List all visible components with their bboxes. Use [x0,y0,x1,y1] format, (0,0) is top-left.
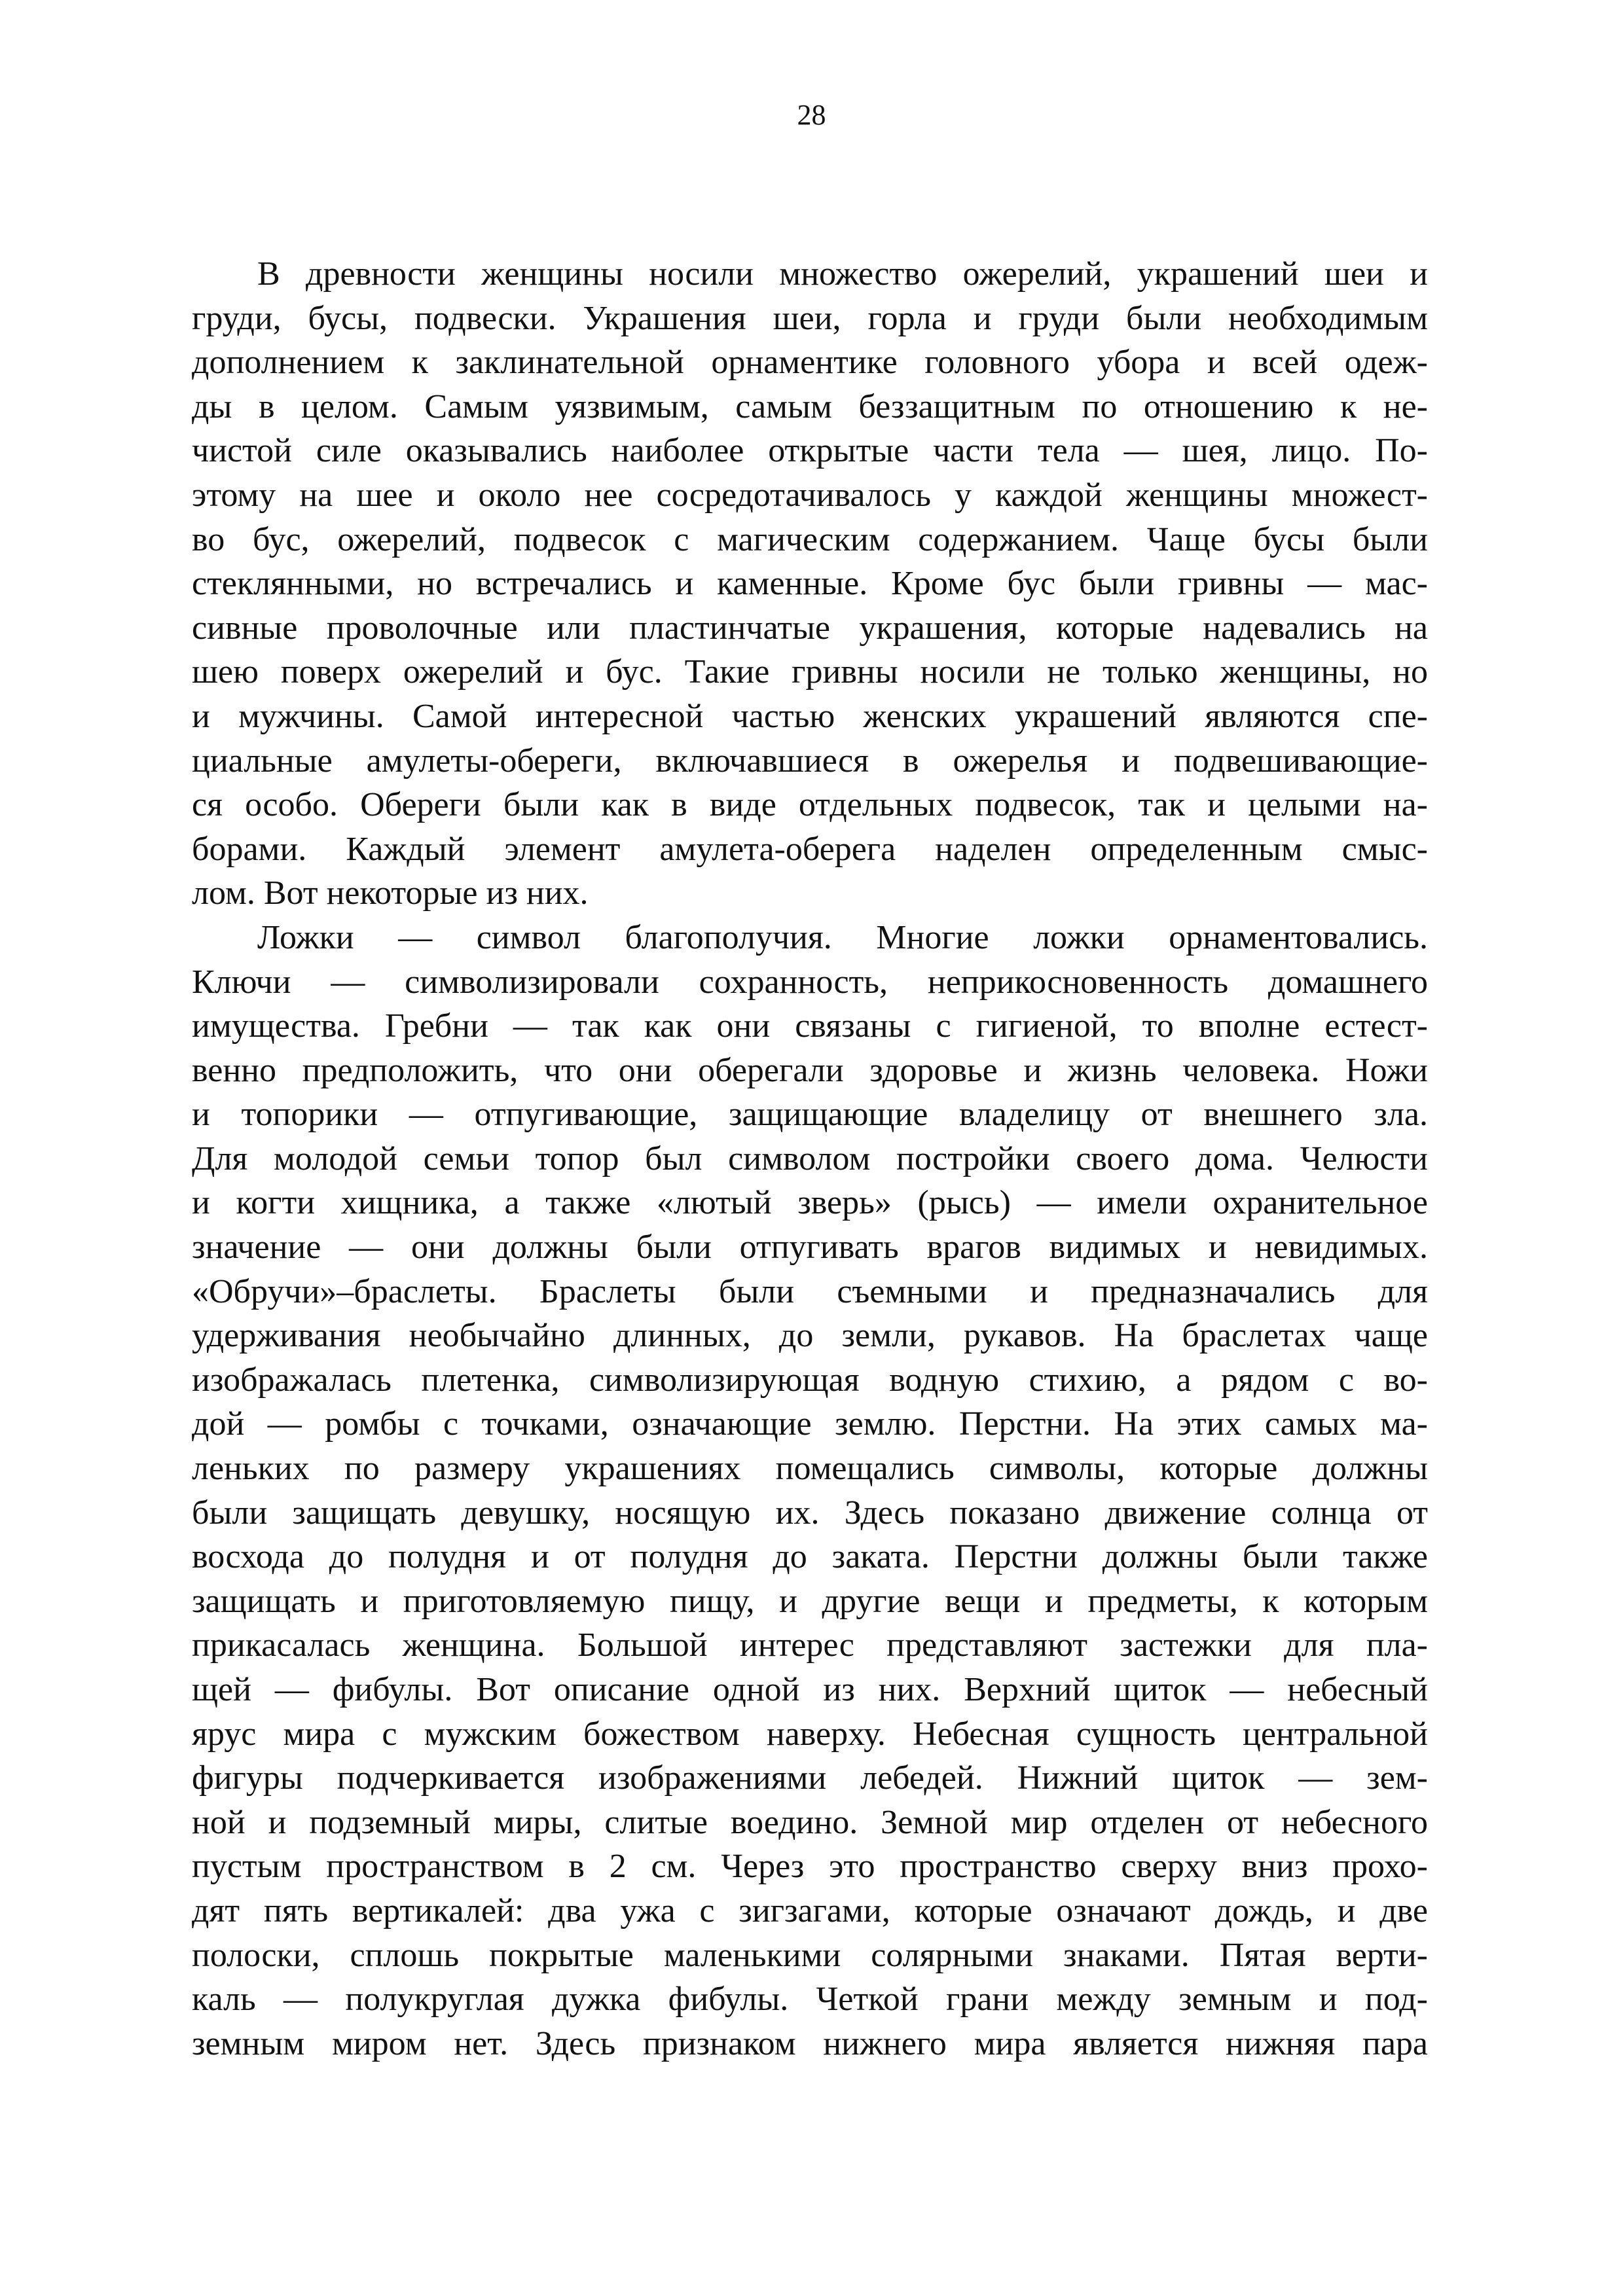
text-line: значение — они должны были отпугивать врагов видимых и невидимых. [192,1229,1428,1266]
text-line: стеклянными, но встречались и каменные. Кроме бус были гривны — мас- [192,565,1428,603]
text-line: груди, бусы, подвески. Украшения шеи, горла и груди были необходимым [192,299,1428,337]
page-number: 28 [797,99,826,131]
text-line: шею поверх ожерелий и бус. Такие гривны носили не только женщины, но [192,653,1428,691]
text-line: венно предположить, что они оберегали здоровье и жизнь человека. Ножи [192,1051,1428,1089]
text-line: пустым пространством в 2 см. Через это пространство сверху вниз прохо- [192,1848,1428,1886]
text-line: «Обручи»–браслеты. Браслеты были съемными и предназначались для [192,1272,1428,1310]
text-line: лом. Вот некоторые из них. [192,874,589,912]
text-line: были защищать девушку, носящую их. Здесь показано движение солнца от [192,1494,1428,1532]
text-line: удерживания необычайно длинных, до земли, рукавов. На браслетах чаще [192,1317,1428,1355]
body-text [192,252,1428,2066]
text-line: имущества. Гребни — так как они связаны с гигиеной, то вполне естест- [192,1007,1428,1045]
text-line: изображалась плетенка, символизирующая водную стихию, а рядом с во- [192,1361,1428,1399]
text-line: земным миром нет. Здесь признаком нижнего мира является нижняя пара [192,2024,1428,2062]
text-line: во бус, ожерелий, подвесок с магическим содержанием. Чаще бусы были [192,520,1428,558]
text-line: борами. Каждый элемент амулета-оберега наделен определенным смыс- [192,830,1428,868]
text-line: ярус мира с мужским божеством наверху. Небесная сущность центральной [192,1715,1428,1753]
text-line: ной и подземный миры, слитые воедино. Земной мир отделен от небесного [192,1803,1428,1841]
text-line: Ключи — символизировали сохранность, неприкосновенность домашнего [192,963,1428,1001]
text-line: и мужчины. Самой интересной частью женских украшений являются спе- [192,697,1428,735]
text-line: восхода до полудня и от полудня до заката. Перстни должны были также [192,1538,1428,1576]
text-line: и топорики — отпугивающие, защищающие владелицу от внешнего зла. [192,1096,1428,1134]
text-line: дополнением к заклинательной орнаментике головного убора и всей одеж- [192,344,1428,382]
text-line: сивные проволочные или пластинчатые украшения, которые надевались на [192,609,1428,647]
paragraph [192,916,1428,2066]
text-line: ся особо. Обереги были как в виде отдельных подвесок, так и целыми на- [192,786,1428,824]
text-line: Для молодой семьи топор был символом постройки своего дома. Челюсти [192,1139,1428,1177]
text-line: щей — фибулы. Вот описание одной из них. Верхний щиток — небесный [192,1671,1428,1708]
text-line: защищать и приготовляемую пищу, и другие вещи и предметы, к которым [192,1582,1428,1620]
text-line: прикасалась женщина. Большой интерес представляют застежки для пла- [192,1626,1428,1664]
text-line: леньких по размеру украшениях помещались символы, которые должны [192,1450,1428,1488]
text-line: В древности женщины носили множество ожерелий, украшений шеи и [257,255,1428,293]
text-line: полоски, сплошь покрытые маленькими солярными знаками. Пятая верти- [192,1936,1428,1974]
text-line: дят пять вертикалей: два ужа с зигзагами, которые означают дождь, и две [192,1892,1428,1929]
text-line: фигуры подчеркивается изображениями лебедей. Нижний щиток — зем- [192,1759,1428,1797]
text-line: ды в целом. Самым уязвимым, самым беззащитным по отношению к не- [192,387,1428,425]
paragraph [192,252,1428,916]
text-line: чистой силе оказывались наиболее открытые части тела — шея, лицо. По- [192,432,1428,470]
text-line: дой — ромбы с точками, означающие землю. Перстни. На этих самых ма- [192,1405,1428,1443]
text-line: циальные амулеты-обереги, включавшиеся в ожерелья и подвешивающие- [192,742,1428,780]
text-line: Ложки — символ благополучия. Многие ложки орнаментовались. [257,918,1428,956]
text-line: и когти хищника, а также «лютый зверь» (рысь) — имели охранительное [192,1184,1428,1222]
text-line: этому на шее и около нее сосредотачивалось у каждой женщины множест- [192,476,1428,514]
text-line: каль — полукруглая дужка фибулы. Четкой грани между земным и под- [192,1981,1428,2018]
